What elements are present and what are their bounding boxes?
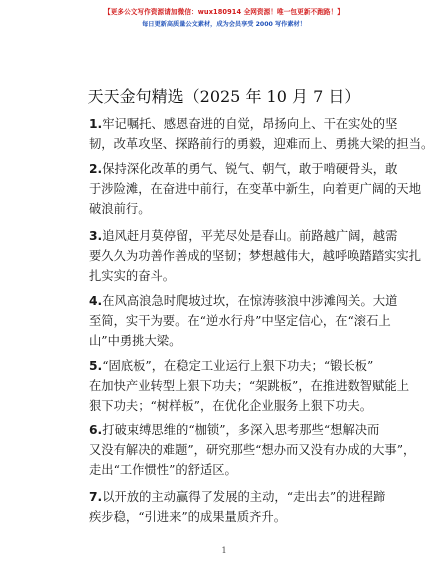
paragraph-line: 又没有解决的难题”，研究那些“想办而又没有办成的大事”，	[89, 443, 416, 457]
paragraph-number: 1.	[89, 117, 103, 131]
paragraph-line: 5.“固底板”，在稳定工业运行上狠下功夫；“锻长板”	[89, 359, 374, 373]
quote-paragraph-4	[89, 291, 398, 351]
paragraph-line: 破浪前行。	[89, 202, 151, 216]
paragraph-line: 要久久为功善作善成的坚韧；梦想越伟大，越呼唤踏踏实实扎	[89, 249, 422, 263]
header-promo-line-2: 每日更新高质量公文素材，成为会员享受 2000 写作素材！	[142, 21, 306, 28]
paragraph-line: 于涉险滩，在奋进中前行，在变革中新生，向着更广阔的天地	[89, 182, 422, 196]
paragraph-line: 狠下功夫；“树样板”，在优化企业服务上狠下功夫。	[89, 399, 373, 413]
page-title: 天天金句精选（2025 年 10 月 7 日）	[87, 87, 361, 106]
quote-paragraph-3	[89, 226, 422, 286]
paragraph-line: 疾步稳，“引进来”的成果量质齐升。	[89, 510, 287, 524]
paragraph-line: 4.在风高浪急时爬坡过坎，在惊涛骇浪中涉滩闯关。大道	[89, 294, 398, 308]
paragraph-number: 5.	[89, 359, 103, 373]
paragraph-line: 在加快产业转型上狠下功夫；“架跳板”，在推进数智赋能上	[89, 379, 409, 393]
paragraph-line: 1.牢记嘱托、感恩奋进的自觉，昂扬向上、干在实处的坚	[89, 117, 398, 131]
page-number: 1	[221, 546, 227, 555]
paragraph-number: 4.	[89, 294, 103, 308]
paragraph-line: 7.以开放的主动赢得了发展的主动，“走出去”的进程蹄	[89, 490, 386, 504]
paragraph-line: 6.打破束缚思维的“枷锁”，多深入思考那些“想解决而	[89, 423, 380, 437]
paragraph-line: 3.追风赶月莫停留，平芜尽处是春山。前路越广阔，越需	[89, 229, 398, 243]
quote-paragraph-6	[89, 420, 416, 480]
paragraph-number: 7.	[89, 490, 103, 504]
quote-paragraph-5	[89, 356, 409, 416]
paragraph-line: 扎实实的奋斗。	[89, 269, 176, 283]
paragraph-number: 3.	[89, 229, 103, 243]
paragraph-line: 山”中勇挑大梁。	[89, 334, 182, 348]
paragraph-line: 走出“工作惯性”的舒适区。	[89, 463, 237, 477]
paragraph-number: 2.	[89, 162, 103, 176]
quote-paragraph-1	[89, 114, 434, 154]
paragraph-line: 2.保持深化改革的勇气、锐气、朝气，敢于啃硬骨头，敢	[89, 162, 398, 176]
paragraph-line: 韧，改革攻坚、探路前行的勇毅，迎难而上、勇挑大梁的担当。	[89, 137, 434, 151]
paragraph-line: 至简，实干为要。在“逆水行舟”中坚定信心，在“滚石上	[89, 314, 391, 328]
paragraph-number: 6.	[89, 423, 103, 437]
quote-paragraph-2	[89, 159, 422, 219]
header-promo-line-1: 【更多公文写作资源请加微信：wux180914 全网资源！唯一包更新不跑路！】	[104, 8, 344, 16]
quote-paragraph-7	[89, 487, 386, 527]
